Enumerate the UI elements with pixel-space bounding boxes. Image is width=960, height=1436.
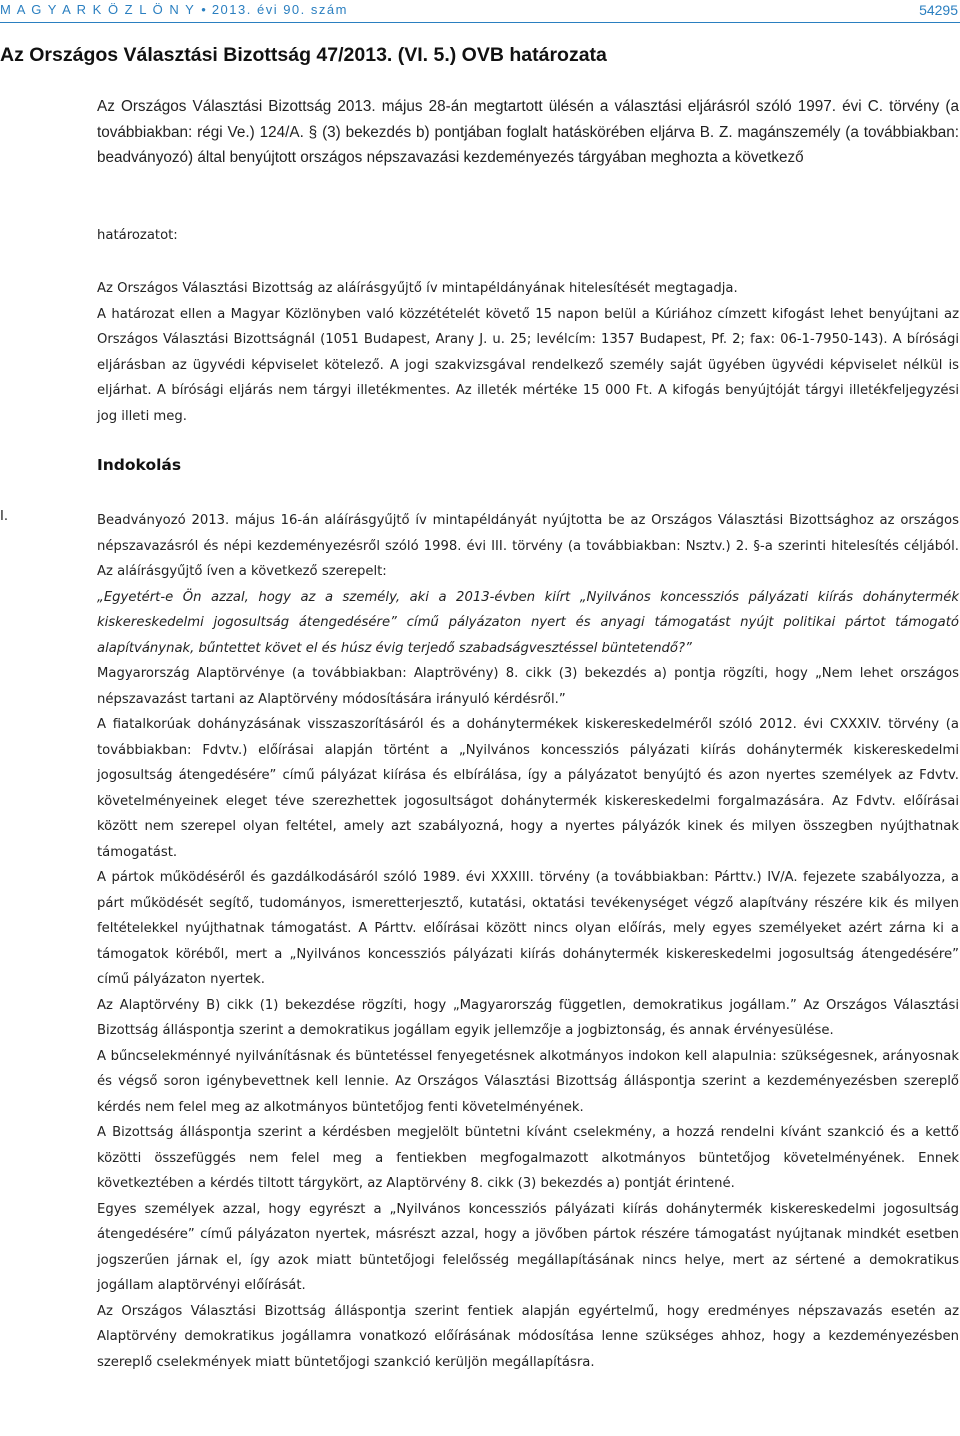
page-header	[0, 0, 960, 22]
decision-block	[97, 276, 959, 429]
reasoning-heading: Indokolás	[97, 456, 182, 474]
reasoning-paragraph: A bűncselekménnyé nyilvánításnak és büntetéssel fenyegetésnek alkotmányos indokon kell alapulnia: szükségesnek, arányosnak és végső soron igénybevettnek kell lennie. Az Országos Választási Bizottság álláspontja szerint a kezdeményezésben szereplő kérdés nem felel meg az alkotmányos büntetőjog fenti követelményének.	[97, 1048, 959, 1115]
decision-label: határozatot:	[97, 228, 178, 243]
header-rule	[0, 22, 960, 23]
section-number: I.	[0, 509, 9, 524]
page-number: 54295	[919, 2, 958, 18]
reasoning-paragraph: A fiatalkorúak dohányzásának visszaszorításáról és a dohánytermékek kiskereskedelméről szóló 2012. évi CXXXIV. törvény (a továbbiakban: Fdvtv.) előírásai alapján történt a „Nyilvános koncessziós pályázati kiírás dohánytermék kiskereskedelmi jogosultság átengedésére” című pályázat kiírása és elbírálása, így a pályázatot benyújtó és azon nyertes személyek az Fdvtv. követelményeinek eleget téve szerezhettek jogosultságot dohánytermék kiskereskedelmi forgalmazására. Az Fdvtv. előírásai között nem szerepel olyan feltétel, amely azt szabályozná, hogy a nyertes pályázók kinek és milyen összegben nyújthatnak támogatást.	[97, 717, 959, 860]
reasoning-paragraph: Az Alaptörvény B) cikk (1) bekezdése rögzíti, hogy „Magyarország független, demokratikus jogállam.” Az Országos Választási Bizottság álláspontja szerint a demokratikus jogállam egyik jellemzője a jogbiztonság, és annak érvényesülése.	[97, 997, 959, 1038]
reasoning-paragraph: A pártok működéséről és gazdálkodásáról szóló 1989. évi XXXIII. törvény (a továbbiakban: Párttv.) IV/A. fejezete szabályozza, a párt működését segítő, tudományos, ismeretterjesztő, kutatási, oktatási tevékenységet végző alapítvány részére kik és milyen feltételekkel nyújthatnak támogatást. A Párttv. előírásai között nincs olyan előírás, mely egyes személyeket azért zárna ki a támogatok köréből, mert a „Nyilvános koncessziós pályázati kiírás dohánytermék kiskereskedelmi jogosultság átengedésére” című pályázaton nyertek.	[97, 870, 959, 987]
document-title: Az Országos Választási Bizottság 47/2013. (VI. 5.) OVB határozata	[0, 44, 607, 66]
quoted-question: „Egyetért-e Ön azzal, hogy az a személy, aki a 2013-évben kiírt „Nyilvános koncessziós pályázati kiírás dohánytermék kiskereskedelmi jogosultság átengedésére” című pályázaton nyert és anyagi támogatást nyújt politikai pártot támogató alapítványnak, bűntettet követ el és húsz évig terjedő szabadságvesztéssel büntetendő?”	[97, 589, 959, 656]
reasoning-paragraph: A Bizottság álláspontja szerint a kérdésben megjelölt büntetni kívánt cselekmény, a hozzá rendelni kívánt szankció és a kettő közötti összefüggés nem felel meg a fentiekben megfogalmazott alkotmányos büntetőjog követelményének. Ennek következtében a kérdés tiltott tárgykört, az Alaptörvény 8. cikk (3) bekezdés a) pontját érintené.	[97, 1125, 959, 1191]
reasoning-paragraph: Magyarország Alaptörvénye (a továbbiakban: Alaptrövény) 8. cikk (3) bekezdés a) pontja rögzíti, hogy „Nem lehet országos népszavazást tartani az Alaptörvény módosítására irányuló kérdésről.”	[97, 666, 959, 707]
running-head	[0, 2, 348, 17]
reasoning-paragraph: Beadványozó 2013. május 16-án aláírásgyűjtő ív mintapéldányát nyújtotta be az Országos Választási Bizottsághoz az országos népszavazásról és népi kezdeményezésről szóló 1998. évi III. törvény (a továbbiakban: Nsztv.) 2. §-a szerinti hitelesítés céljából. Az aláírásgyűjtő íven a következő szerepelt:	[97, 513, 959, 579]
decision-paragraph: A határozat ellen a Magyar Közlönyben való közzétételét követő 15 napon belül a Kúriához címzett kifogást lehet benyújtani az Országos Választási Bizottságnál (1051 Budapest, Arany J. u. 25; levélcím: 1357 Budapest, Pf. 2; fax: 06-1-7950-143). A bírósági eljárásban az ügyvédi képviselet kötelező. A jogi szakvizsgával rendelkező személy saját ügyében ügyvédi képviselet nélkül is eljárhat. A bírósági eljárás nem tárgyi illetékmentes. Az illeték mértéke 15 000 Ft. A kifogás benyújtóját tárgyi illetékfeljegyzési jog illeti meg.	[97, 306, 959, 424]
publication-name: M A G Y A R K Ö Z L Ö N Y	[0, 2, 196, 17]
issue-number: 2013. évi 90. szám	[211, 2, 348, 17]
decision-paragraph: Az Országos Választási Bizottság az aláírásgyűjtő ív mintapéldányának hitelesítését megtagadja.	[97, 281, 738, 296]
reasoning-paragraph: Egyes személyek azzal, hogy egyrészt a „Nyilvános koncessziós pályázati kiírás dohánytermék kiskereskedelmi jogosultság átengedésére” című pályázaton nyertek, másrészt azzal, hogy a jövőben pártok részére támogatást nyújtanak mindkét esetben jogszerűen járnak el, így azok miatt büntetőjogi felelősség megállapításának nincs helye, mert az sértené a demokratikus jogállam alaptörvényi előírását.	[97, 1201, 959, 1293]
reasoning-body	[97, 508, 959, 1375]
separator-bullet: •	[201, 2, 206, 17]
intro-paragraph: Az Országos Választási Bizottság 2013. május 28-án megtartott ülésén a választási eljárásról szóló 1997. évi C. törvény (a továbbiakban: régi Ve.) 124/A. § (3) bekezdés b) pontjában foglalt hatáskörében eljárva B. Z. magánszemély (a továbbiakban: beadványozó) által benyújtott országos népszavazási kezdeményezés tárgyában meghozta a következő	[97, 98, 959, 166]
reasoning-paragraph: Az Országos Választási Bizottság álláspontja szerint fentiek alapján egyértelmű, hogy eredményes népszavazás esetén az Alaptörvény demokratikus jogállamra vonatkozó előírásának módosítása lenne szükséges ahhoz, hogy a kezdeményezésben szereplő cselekmények miatt büntetőjogi szankció kerüljön megállapításra.	[97, 1303, 959, 1370]
